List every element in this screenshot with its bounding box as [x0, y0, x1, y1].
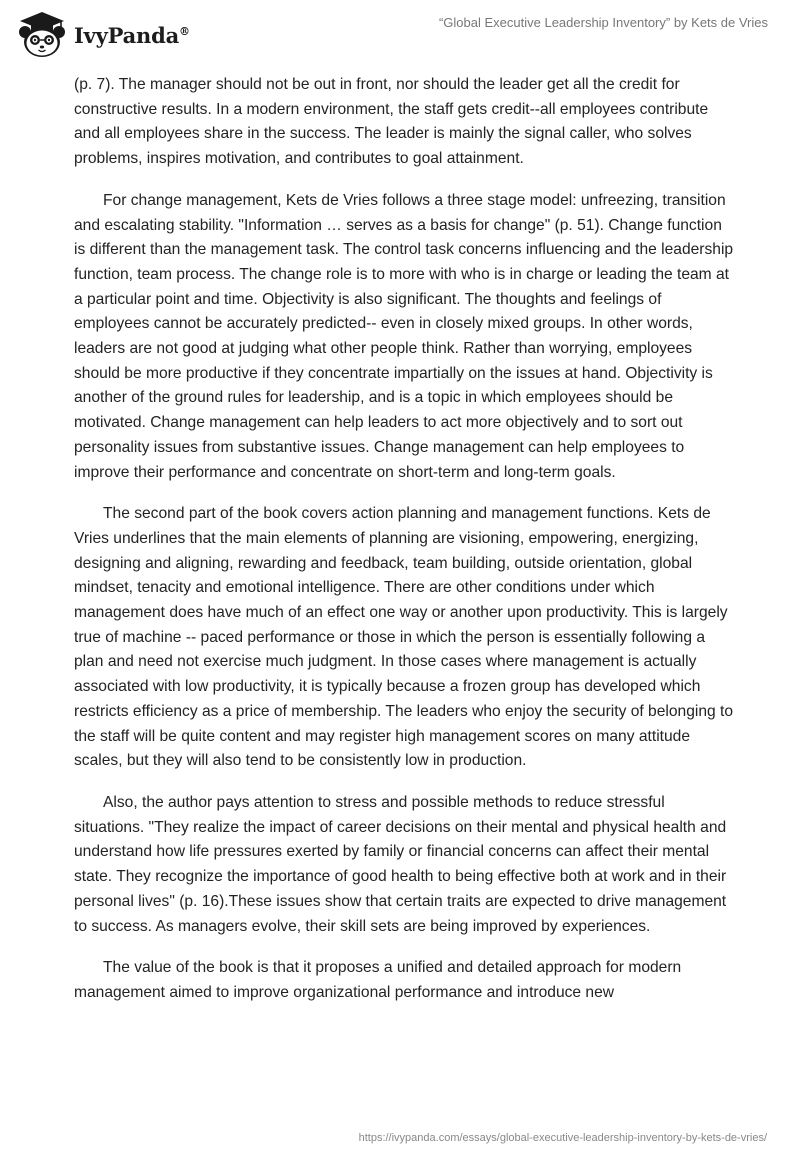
paragraph: The second part of the book covers action planning and management functions. Kets de Vries underlines that the main elements of planning are visioning, empowering, energizing, designing and aligning, rewarding and feedback, team building, outside orientation, global mindset, tenacity and emotional intelligence. There are other conditions under which management does have much of an effect one way or another upon productivity. This is largely true of machine -- paced performance or those in which the person is essentially following a plan and need not exercise much judgment. In those cases where management is actually associated with low productivity, it is typically because a frozen group has developed which restricts efficiency as a price of membership. The leaders who enjoy the security of belonging to the staff will be quite content and may register high management scores on many attitude scales, but they will also tend to be consistently low in production.	[74, 505, 734, 770]
ivypanda-logo[interactable]	[14, 10, 224, 60]
panda-graduate-icon	[14, 10, 70, 60]
paragraph: Also, the author pays attention to stress and possible methods to reduce stressful situations. "They realize the impact of career decisions on their mental and physical health and understand how life pressures exerted by family or financial concerns can affect their mental state. They recognize the importance of good health to being effective both at work and in their personal lives" (p. 16).These issues show that certain traits are expected to drive management to success. As managers evolve, their skill sets are being improved by experiences.	[74, 793, 727, 935]
paragraph: For change management, Kets de Vries follows a three stage model: unfreezing, transition and escalating stability. "Information … serves as a basis for change" (p. 51). Change function is different than the management task. The control task concerns influencing and the leadership function, team process. The change role is to more with who is in charge or leading the team at a particular point and time. Objectivity is also significant. The thoughts and feelings of employees cannot be accurately predicted-- even in closely mixed groups. In other words, leaders are not good at judging what other people think. Rather than worrying, employees should be more productive if they concentrate impartially on the issues at hand. Objectivity is another of the ground rules for leadership, and is a topic in which employees should be motivated. Change management can help leaders to act more objectively and to sort out personality issues from substantive issues. Change management can help employees to improve their performance and concentrate on short-term and long-term goals.	[74, 191, 734, 481]
source-url-link[interactable]: https://ivypanda.com/essays/global-executive-leadership-inventory-by-kets-de-vries/	[358, 1132, 767, 1144]
page-title: “Global Executive Leadership Inventory” by Kets de Vries	[438, 15, 768, 30]
paragraph: (p. 7). The manager should not be out in front, nor should the leader get all the credit for constructive results. In a modern environment, the staff gets credit--all employees contribute and all employees share in the success. The leader is mainly the signal caller, who solves problems, inspires motivation, and contributes to goal attainment.	[74, 76, 709, 168]
logo-text: IvyPanda®	[74, 22, 190, 48]
page-header	[0, 0, 800, 66]
essay-body	[74, 73, 734, 1023]
paragraph: The value of the book is that it proposes a unified and detailed approach for modern management aimed to improve organizational performance and introduce new	[74, 959, 682, 1001]
